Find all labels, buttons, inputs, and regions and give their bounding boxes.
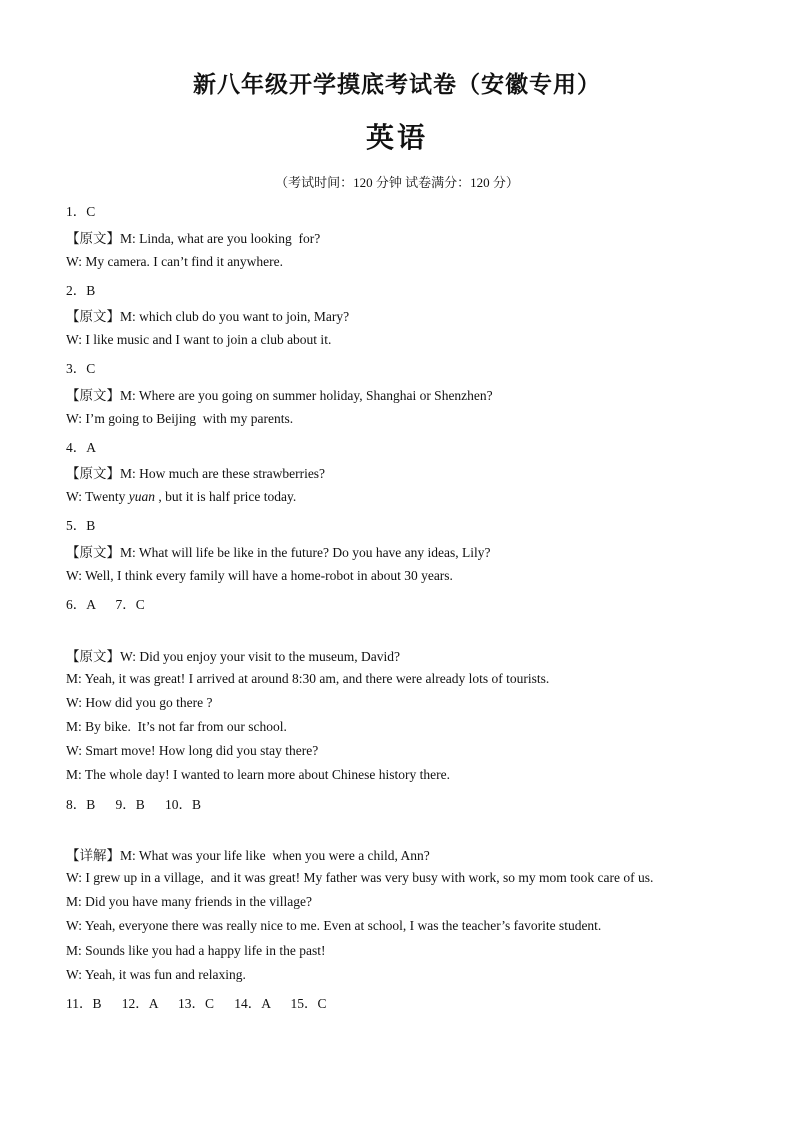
transcript-line: W: How did you go there ? (66, 695, 213, 710)
transcript-line: 【原文】M: Linda, what are you looking for? (66, 231, 321, 246)
answer-line: 8．B 9．B 10．B (66, 797, 202, 812)
transcript-line: W: Yeah, it was fun and relaxing. (66, 967, 246, 982)
answer-line: 3．C (66, 361, 96, 376)
subject-heading: 英语 (365, 121, 428, 154)
transcript-line: W: Smart move! How long did you stay there? (66, 743, 319, 758)
transcript-line: 【原文】M: which club do you want to join, Mary? (66, 309, 350, 324)
answer-line: 4．A (66, 440, 96, 455)
transcript-line: M: Sounds like you had a happy life in the past! (66, 943, 326, 958)
transcript-line: 【原文】M: What will life be like in the future? Do you have any ideas, Lily? (66, 545, 491, 560)
transcript-line: 【详解】M: What was your life like when you were a child, Ann? (66, 848, 430, 863)
transcript-line: M: By bike. It’s not far from our school. (66, 719, 287, 734)
document-title: 新八年级开学摸底考试卷（安徽专用） (193, 72, 601, 98)
transcript-line: W: I grew up in a village, and it was great! My father was very busy with work, so my mom took care of us. (66, 870, 654, 885)
transcript-line: W: Well, I think every family will have a home-robot in about 30 years. (66, 568, 453, 583)
transcript-line: M: Did you have many friends in the village? (66, 894, 312, 909)
exam-info: （考试时间：120 分钟 试卷满分：120 分） (275, 175, 519, 190)
answer-line: 1．C (66, 204, 96, 219)
transcript-line: 【原文】M: How much are these strawberries? (66, 466, 326, 481)
answer-line: 11．B 12．A 13．C 14．A 15．C (66, 996, 327, 1011)
italic-word: yuan (128, 489, 156, 504)
answer-line: 5．B (66, 518, 96, 533)
transcript-line: 【原文】W: Did you enjoy your visit to the museum, David? (66, 649, 400, 664)
transcript-line: W: I like music and I want to join a club about it. (66, 332, 332, 347)
text-segment: W: Twenty (66, 489, 129, 504)
transcript-line: M: The whole day! I wanted to learn more about Chinese history there. (66, 767, 451, 782)
answer-line: 6．A 7．C (66, 597, 145, 612)
transcript-line: W: Yeah, everyone there was really nice to me. Even at school, I was the teacher’s favorite student. (66, 918, 602, 933)
transcript-line: W: My camera. I can’t find it anywhere. (66, 254, 284, 269)
transcript-line: M: Yeah, it was great! I arrived at around 8:30 am, and there were already lots of tourists. (66, 671, 550, 686)
transcript-line (66, 489, 296, 505)
answer-line: 2．B (66, 283, 96, 298)
transcript-line: 【原文】M: Where are you going on summer holiday, Shanghai or Shenzhen? (66, 388, 493, 403)
transcript-line: W: I’m going to Beijing with my parents. (66, 411, 294, 426)
text-segment: , but it is half price today. (155, 489, 297, 504)
